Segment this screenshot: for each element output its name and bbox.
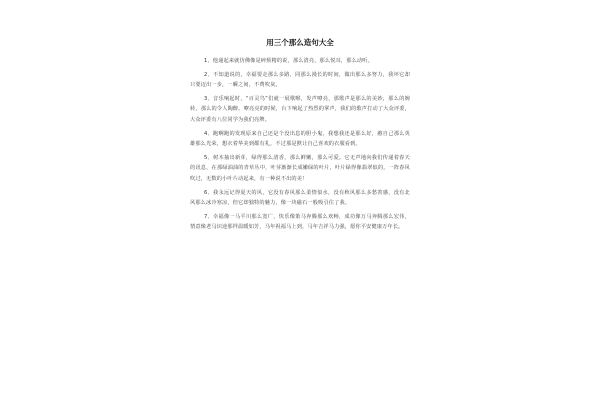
paragraph: 7、幸福像一马平川那么宽广，快乐像策马奔腾那么欢畅，成功像万马奔腾那么宏伟，情意像老马识途那样温暖如芳，马年祝福马上到，马年吉祥马力强，愿你平安健康万年长。	[190, 213, 410, 231]
paragraph: 2、不知道说的，幸福要走那么多路，同那么漫长的时间，做出那么多努力，我坏它却只要迈出一步，一瞬之间，不费吹灰。	[190, 71, 410, 89]
document-title: 用三个那么造句大全	[266, 38, 334, 47]
paragraph: 1、他递起来就仿佛像是碎烦精的说，那么清亮，那么悦耳，那么动听。	[204, 58, 373, 64]
paragraph: 3、音乐响起时，“百灵鸟”们就一展歌喉，发声嘹亮，那歌声是那么的美妙，那么的婉转，那么的令人陶醉。嘹亮亮的时候，台下响起了热烈的掌声，我们的歌声打动了大众评委，大众评委有八位同学为我们亮牌。	[190, 95, 410, 123]
document-page	[190, 38, 410, 378]
paragraph: 5、树木抽出新芽，绿得那么清香，那么鲜嫩，那么可爱。它无声地向我们传递着春天的讯息，在那绿油油的青草丛中，叶芽渐渐长成嫩绿的叶片，叶片绿得像翡翠似的，一阵春风吹过，无数的小叶片动起来，有一种说不出的美！	[190, 154, 410, 182]
paragraph: 4、跑啊跑的发现原来自己还是个没出息的胆小鬼，我想我还是那么好，憨自己那么英雄那么光荣，想衣着华美到都有礼，不过那是默让自己喜欢的衣服看到。	[190, 130, 410, 148]
paragraph: 6、我永远记得夏天的风，它没有春风那么柔情似水，没有秋风那么多愁善感，没有北风那么冰冷寒凉，但它却独特的魅力，像一块磁石一般吸引住了我。	[190, 189, 410, 207]
